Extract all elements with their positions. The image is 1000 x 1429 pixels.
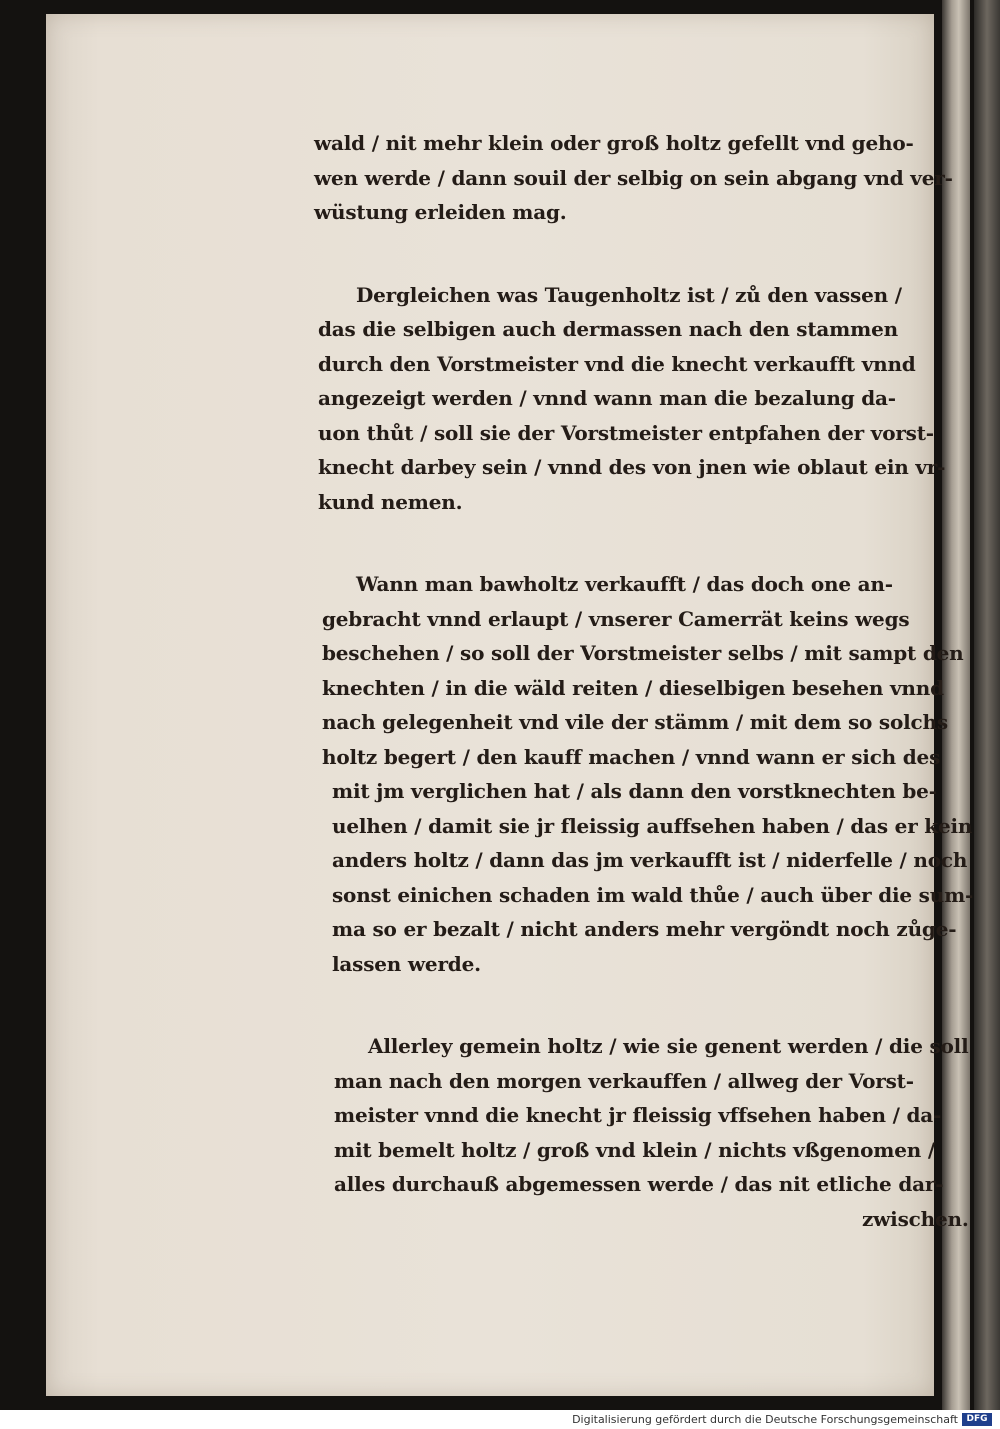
text-line: uon thůt / soll sie der Vorstmeister entpfahen der vorst- bbox=[318, 420, 934, 445]
text-line: holtz begert / den kauff machen / vnnd wann er sich des bbox=[322, 744, 941, 769]
text-line: mit bemelt holtz / groß vnd klein / nichts vßgenomen / bbox=[334, 1137, 935, 1162]
text-line: knecht darbey sein / vnnd des von jnen wie oblaut ein vr- bbox=[318, 455, 946, 479]
text-line: das die selbigen auch dermassen nach den stammen bbox=[318, 317, 898, 341]
paragraph bbox=[268, 278, 968, 520]
dfg-logo: DFG bbox=[962, 1413, 992, 1426]
text-block bbox=[268, 126, 974, 1236]
book-edge-dark bbox=[974, 0, 1000, 1410]
text-line: Wann man bawholtz verkaufft / das doch one an- bbox=[356, 572, 893, 596]
text-line: angezeigt werden / vnnd wann man die bezalung da- bbox=[318, 386, 896, 410]
text-line: wald / nit mehr klein oder groß holtz gefellt vnd geho- bbox=[314, 131, 914, 155]
text-line: wen werde / dann souil der selbig on sein abgang vnd ver- bbox=[314, 165, 953, 190]
text-line: beschehen / so soll der Vorstmeister selbs / mit sampt den bbox=[322, 641, 964, 665]
text-line: knechten / in die wäld reiten / dieselbigen besehen vnnd bbox=[322, 675, 944, 700]
text-line-catchword: zwischen. bbox=[862, 1206, 969, 1231]
text-line: gebracht vnnd erlaupt / vnserer Camerrät keins wegs bbox=[322, 606, 910, 631]
text-line: wüstung erleiden mag. bbox=[314, 200, 567, 224]
text-line: meister vnnd die knecht jr fleissig vffsehen haben / da- bbox=[334, 1103, 942, 1127]
text-line: Allerley gemein holtz / wie sie genent werden / die soll bbox=[368, 1034, 969, 1058]
text-line: durch den Vorstmeister vnd die knecht verkaufft vnnd bbox=[318, 351, 916, 376]
text-line: mit jm verglichen hat / als dann den vorstknechten be- bbox=[332, 779, 937, 803]
text-line: sonst einichen schaden im wald thůe / auch über die sum- bbox=[332, 882, 974, 907]
footer-bar bbox=[0, 1410, 1000, 1429]
text-line: uelhen / damit sie jr fleissig auffsehen haben / das er kein bbox=[332, 813, 973, 838]
text-line: Dergleichen was Taugenholtz ist / zů den vassen / bbox=[356, 282, 902, 307]
text-line: anders holtz / dann das jm verkaufft ist / niderfelle / noch bbox=[332, 848, 968, 872]
text-line: ma so er bezalt / nicht anders mehr vergöndt noch zůge- bbox=[332, 917, 957, 941]
paragraph bbox=[268, 126, 968, 230]
text-line: alles durchauß abgemessen werde / das nit etliche dar- bbox=[334, 1172, 944, 1196]
text-line: kund nemen. bbox=[318, 489, 463, 514]
text-line: man nach den morgen verkauffen / allweg der Vorst- bbox=[334, 1068, 914, 1093]
paragraph bbox=[268, 1029, 968, 1236]
text-line: lassen werde. bbox=[332, 951, 481, 976]
paragraph bbox=[268, 567, 974, 981]
text-line: nach gelegenheit vnd vile der stämm / mit dem so solchs bbox=[322, 710, 948, 734]
funding-credit: Digitalisierung gefördert durch die Deutsche Forschungsgemeinschaft bbox=[572, 1413, 958, 1426]
